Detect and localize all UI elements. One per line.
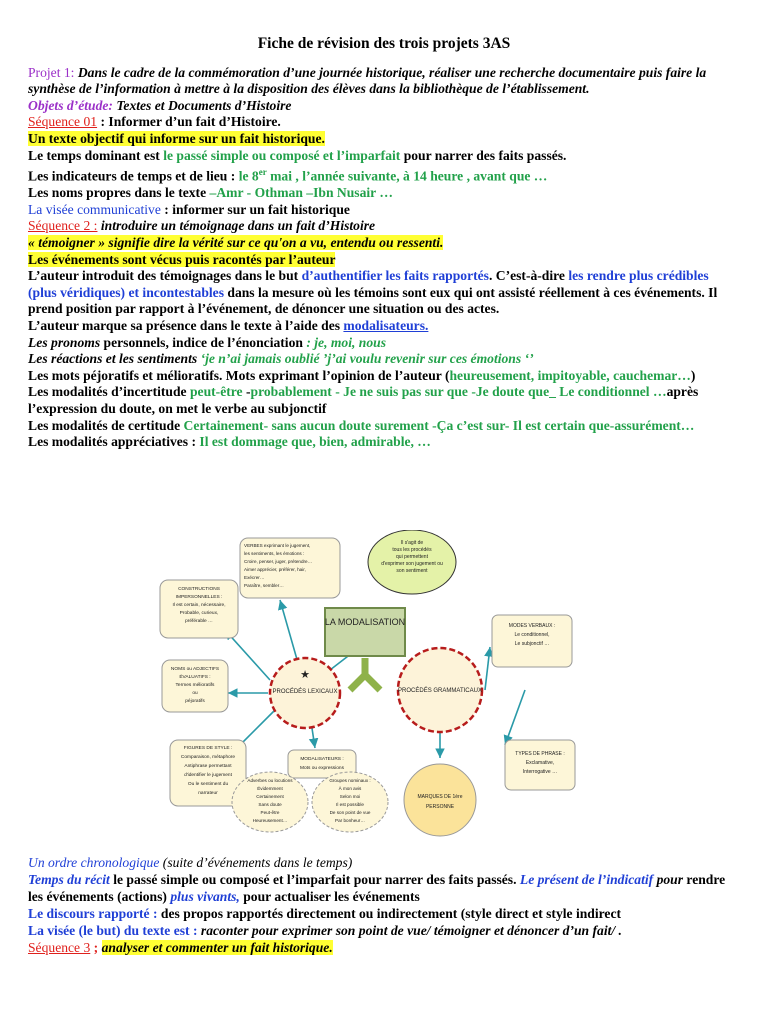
seq2-highlight-1: « témoigner » signifie dire la vérité sur ce qu'on a vu, entendu ou ressenti. [28,235,444,251]
cloud-line: qui permettent [396,554,428,560]
verbes-line: les sentiments, les émotions : [244,551,305,556]
present-label: Le présent de l’indicatif [519,872,654,887]
p1b: d’authentifier les faits rapportés [301,268,489,284]
objets-line [28,98,740,115]
present-end: pour actualiser les événements [239,889,420,904]
seq2-highlight-2: Les événements sont vécus puis racontés par l’auteur [28,251,336,267]
p3c: : je, moi, nous [306,334,387,350]
verbes-line: Paraître, sembler… [244,583,284,588]
marques-line: MARQUES DE 1ère [417,794,463,800]
seq2-label: Séquence 2 : [28,218,98,234]
marques-circle [404,764,476,836]
temps-label: Le temps dominant est [28,147,164,163]
projet1-text: Dans le cadre de la commémoration d’une journée historique, réaliser une recherche documentaire puis faire la synthèse de l’information à mettre à la disposition des élèves dans la bibliothèque de l’établissement. [28,64,707,97]
seq2-p6 [28,384,740,417]
lexicaux-label: PROCÉDÉS LEXICAUX [272,689,338,695]
cloud-line: son sentiment [396,568,428,574]
discours-text: des propos rapportés directement ou indirectement (style direct et style indirect [157,906,622,921]
figures-line: d'identifier le jugement [184,773,232,778]
p6e: après l’expression du doute, on met le verbe au subjonctif [28,384,699,416]
chrono-label: Un ordre chronologique [28,855,160,870]
p7b: Certainement- sans aucun doute surement -Ça c’est sur- Il est certain que-assurément… [183,417,695,433]
seq2-hl2-line [28,252,740,269]
center-fork [350,658,380,690]
figures-line: Ou le sentiment du [187,782,229,787]
seq3-sep: ; [90,940,102,955]
seq1-visee [28,202,740,219]
seq2-p5 [28,368,740,385]
p6d: probablement - Je ne suis pas sur que -Je doute que_ Le conditionnel … [250,384,667,400]
seq1-text: : Informer d’un fait d’Histoire. [97,114,281,130]
modalisateurs-line: Mots ou expressions [300,766,344,771]
p8a: Les modalités appréciatives : [28,434,200,450]
p6a: Les modalités d’incertitude [28,384,190,400]
adverbes-line: Sans doute [258,802,282,807]
p5b: heureusement, impitoyable, cauchemar… [449,367,691,383]
seq2-p7 [28,418,740,435]
p7a: Les modalités de certitude [28,417,184,433]
seq2-p2 [28,318,740,335]
bottom-section [28,854,740,956]
types-line: TYPES DE PHRASE : [515,751,565,757]
p4b: ‘je n’ai jamais oublié ’j’ai voulu revenir sur ces émotions ‘’ [200,351,534,367]
projet1-label: Projet 1: [28,64,75,80]
recit-text: le passé simple ou composé et l’imparfait pour narrer des faits passés. [109,872,520,887]
modalisateurs-line: MODALISATEURS : [300,757,344,762]
cloud-line: tous les procédés [392,547,432,553]
groupes-line: Il est possible [336,802,364,807]
revision-sheet [28,36,740,451]
temps-value: le passé simple ou composé et l’imparfait [163,147,401,163]
constructions-line: préférable … [185,619,213,624]
groupes-line: De son point de vue [329,810,371,815]
groupes-line: Par bonheur… [335,818,365,823]
seq1-indicateurs [28,164,740,185]
star-icon: ★ [300,669,310,681]
p4a: Les réactions et les sentiments [28,351,201,367]
modes-line: Le conditionnel, [514,632,550,638]
present-rendre: rendre les événements (actions) [28,872,726,904]
seq2-p1 [28,268,740,318]
adverbes-line: Heureusement… [252,818,288,823]
groupes-line: Groupes nominaux : [329,778,371,783]
modes-text [509,623,555,647]
p2b: modalisateurs. [343,318,429,334]
types-line: Interrogative … [522,769,558,775]
p1a: L’auteur introduit des témoignages dans le but [28,268,302,284]
noms-value: –Amr - Othman –Ibn Nusair … [209,185,393,201]
p1d: les rendre plus crédibles (plus véridiques) et incontestables [28,268,709,300]
groupes-line: Selon moi [339,794,361,799]
constructions-line: IMPERSONNELLES : [175,595,223,600]
center-label: LA MODALISATION [324,617,406,627]
p3a: Les pronoms [28,334,101,350]
constructions-line: Probable, curieux, [179,611,219,616]
ind-label: Les indicateurs de temps et de lieu : [28,168,239,184]
projet1-paragraph [28,65,740,98]
chrono-text: (suite d’événements dans le temps) [159,855,353,870]
seq3-text: analyser et commenter un fait historique. [101,940,333,955]
seq1-noms [28,185,740,202]
adverbes-line: Certainement [256,794,284,799]
verbes-line: Exécrer… [244,575,265,580]
seq1-temps [28,148,740,165]
present-pour: pour [653,872,687,887]
modalisation-mind-map [150,530,620,850]
p3b: personnels, indice de l’énonciation [100,334,307,350]
verbes-line: Croire, penser, juger, prétendre… [244,559,313,564]
ind-value-rest: mai , l’année suivante, à 14 heure , avant que … [266,168,548,184]
marques-line: PERSONNE [425,804,455,810]
cloud-line: d'exprimer son jugement ou [381,561,443,567]
objets-text: Textes et Documents d’Histoire [112,97,292,113]
grammaticaux-label: PROCÉDÉS GRAMMATICAUX [398,688,482,694]
modes-line: MODES VERBAUX : [508,623,556,629]
constructions-line: Il est certain, nécessaire, [172,603,226,608]
seq2-p3 [28,335,740,352]
seq3-label: Séquence 3 [28,940,91,955]
seq2-p4 [28,351,740,368]
visee-value: : informer sur un fait historique [160,201,350,217]
p5a: Les mots péjoratifs et mélioratifs. Mots exprimant l’opinion de l’auteur ( [28,367,450,383]
noms-line: ou [192,691,198,696]
adverbes-line: Évidemment [257,786,283,791]
adverbes-line: Peut-être [260,810,280,815]
types-line: Exclamative, [525,760,555,766]
verbes-line: VERBES exprimant le jugement, [244,543,311,548]
seq2-text: introduire un témoignage dans un fait d’Histoire [97,218,376,234]
figures-line: Comparaison, métaphore [180,755,236,760]
seq2-hl1-line [28,235,740,252]
figures-line: narrateur [198,791,218,796]
noms-line: Termes mélioratifs [175,683,215,688]
seq1-highlight: Un texte objectif qui informe sur un fait historique. [28,130,325,146]
groupes-line: À mon avis [338,786,362,791]
constructions-line: CONSTRUCTIONS [178,587,220,592]
p2a: L’auteur marque sa présence dans le texte à l’aide des [28,318,344,334]
visee-label: La visée communicative [28,201,161,217]
p8b: Il est dommage que, bien, admirable, … [199,434,431,450]
discours-label: Le discours rapporté : [28,906,158,921]
ind-value: le 8 [238,168,259,184]
seq1-highlight-line [28,131,740,148]
seq2-p8 [28,434,740,451]
bottom-l5 [28,939,740,956]
noms-line: NOMS ou ADJECTIFS [170,667,220,672]
noms-line: péjoratifs [185,699,205,704]
p6c: - [242,384,251,400]
center-box [325,608,405,656]
seq1-heading [28,114,740,131]
bottom-l2 [28,871,740,905]
seq1-label: Séquence 01 [28,114,98,130]
temps-end: pour narrer des faits passés. [400,147,567,163]
ind-sup: er [258,167,267,178]
recit-label: Temps du récit [28,872,110,887]
p1c: . C’est-à-dire [488,268,569,284]
p1e: dans la mesure où les témoins sont eux qui ont assisté réellement à ces événements. Il prend position par rapport à l’événement, de dénoncer une situation ou des actes. [28,284,718,317]
bottom-l3 [28,905,740,922]
bottom-l4 [28,922,740,939]
objets-label: Objets d’étude: [28,97,113,113]
verbes-line: Aimer apprécier, préférer, hair, [244,567,306,572]
visee-texte-text: raconter pour exprimer son point de vue/ témoigner et dénoncer d’un fait/ . [197,923,622,938]
cloud-line: Il s'agit de [400,540,424,546]
modes-line: Le subjonctif … [514,641,550,647]
page-title: Fiche de révision des trois projets 3AS [257,35,511,52]
noms-label: Les noms propres dans le texte [28,185,210,201]
adverbes-line: Adverbes ou locutions [247,778,293,783]
seq2-heading [28,218,740,235]
p6b: peut-être [189,384,243,400]
present-vivants: plus vivants, [170,889,240,904]
figures-line: FIGURES DE STYLE : [183,746,233,751]
bottom-l1 [28,854,740,871]
p5c: ) [690,367,696,383]
figures-line: Antiphrase permettant [184,764,232,769]
noms-line: ÉVALUATIFS : [179,675,211,680]
visee-texte-label: La visée (le but) du texte est : [28,923,198,938]
